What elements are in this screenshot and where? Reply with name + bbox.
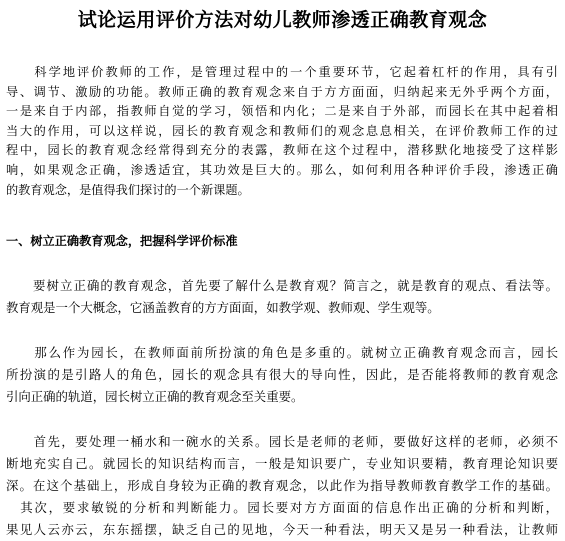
intro-line: 的教育观念，是值得我们探讨的一个新课题。 [6,182,250,197]
section1-paragraph-3 [6,431,558,541]
paragraph-line: 果见人云亦云，东东摇摆，缺乏自己的见地，今天一种看法，明天又是另一种看法，让教师 [6,522,558,537]
section-heading: 一、树立正确教育观念，把握科学评价标准 [6,234,238,248]
paragraph-line: 首先，要处理一桶水和一碗水的关系。园长是老师的老师，要做好这样的老师，必须不 [6,434,558,449]
section1-paragraph-1 [6,275,558,319]
paragraph-line: 深。在这个基础上，形成自身较为正确的教育观念，以此作为指导教师教育教学工作的基础。 [6,478,558,493]
paragraph-line: 断地充实自己。就园长的知识结构而言，一般是知识要广，专业知识要精，教育理论知识要 [6,456,558,471]
paragraph-line: 其次，要求敏锐的分析和判断能力。园长要对方方面面的信息作出正确的分析和判断， [6,500,558,515]
paragraph-line: 要树立正确的教育观念，首先要了解什么是教育观？简言之，就是教育的观点、看法等。 [6,278,558,293]
section1-paragraph-2 [6,342,558,408]
intro-line: 程中，园长的教育观念经常得到充分的表露，教师在这个过程中，潜移默化地接受了这样影 [6,143,558,158]
paragraph-line: 教育观是一个大概念，它涵盖教育的方方面面，如教学观、教师观、学生观等。 [6,300,440,315]
intro-paragraph [6,63,558,200]
intro-line: 导、调节、激励的功能。教师正确的教育观念来自于方方面面，归纳起来无外乎两个方面， [6,84,558,99]
intro-line: 一是来自于内部，指教师自觉的学习，领悟和内化；二是来自于外部，而园长在其中起着相 [6,104,558,119]
document-title: 试论运用评价方法对幼儿教师渗透正确教育观念 [77,9,488,31]
intro-line: 当大的作用，可以这样说，园长的教育观念和教师们的观念息息相关，在评价教师工作的过 [6,123,558,138]
intro-line: 科学地评价教师的工作，是管理过程中的一个重要环节，它起着杠杆的作用，具有引 [6,65,558,79]
paragraph-line: 那么作为园长，在教师面前所扮演的角色是多重的。就树立正确教育观念而言，园长 [6,345,558,360]
intro-line: 响，如果观念正确，渗透适宜，其功效是巨大的。那么，如何利用各种评价手段，渗透正确 [6,162,558,177]
paragraph-line: 所扮演的是引路人的角色，园长的观念具有很大的导向性，因此，是否能将教师的教育观念 [6,367,558,382]
paragraph-line: 引向正确的轨道，园长树立正确的教育观念至关重要。 [6,389,304,404]
